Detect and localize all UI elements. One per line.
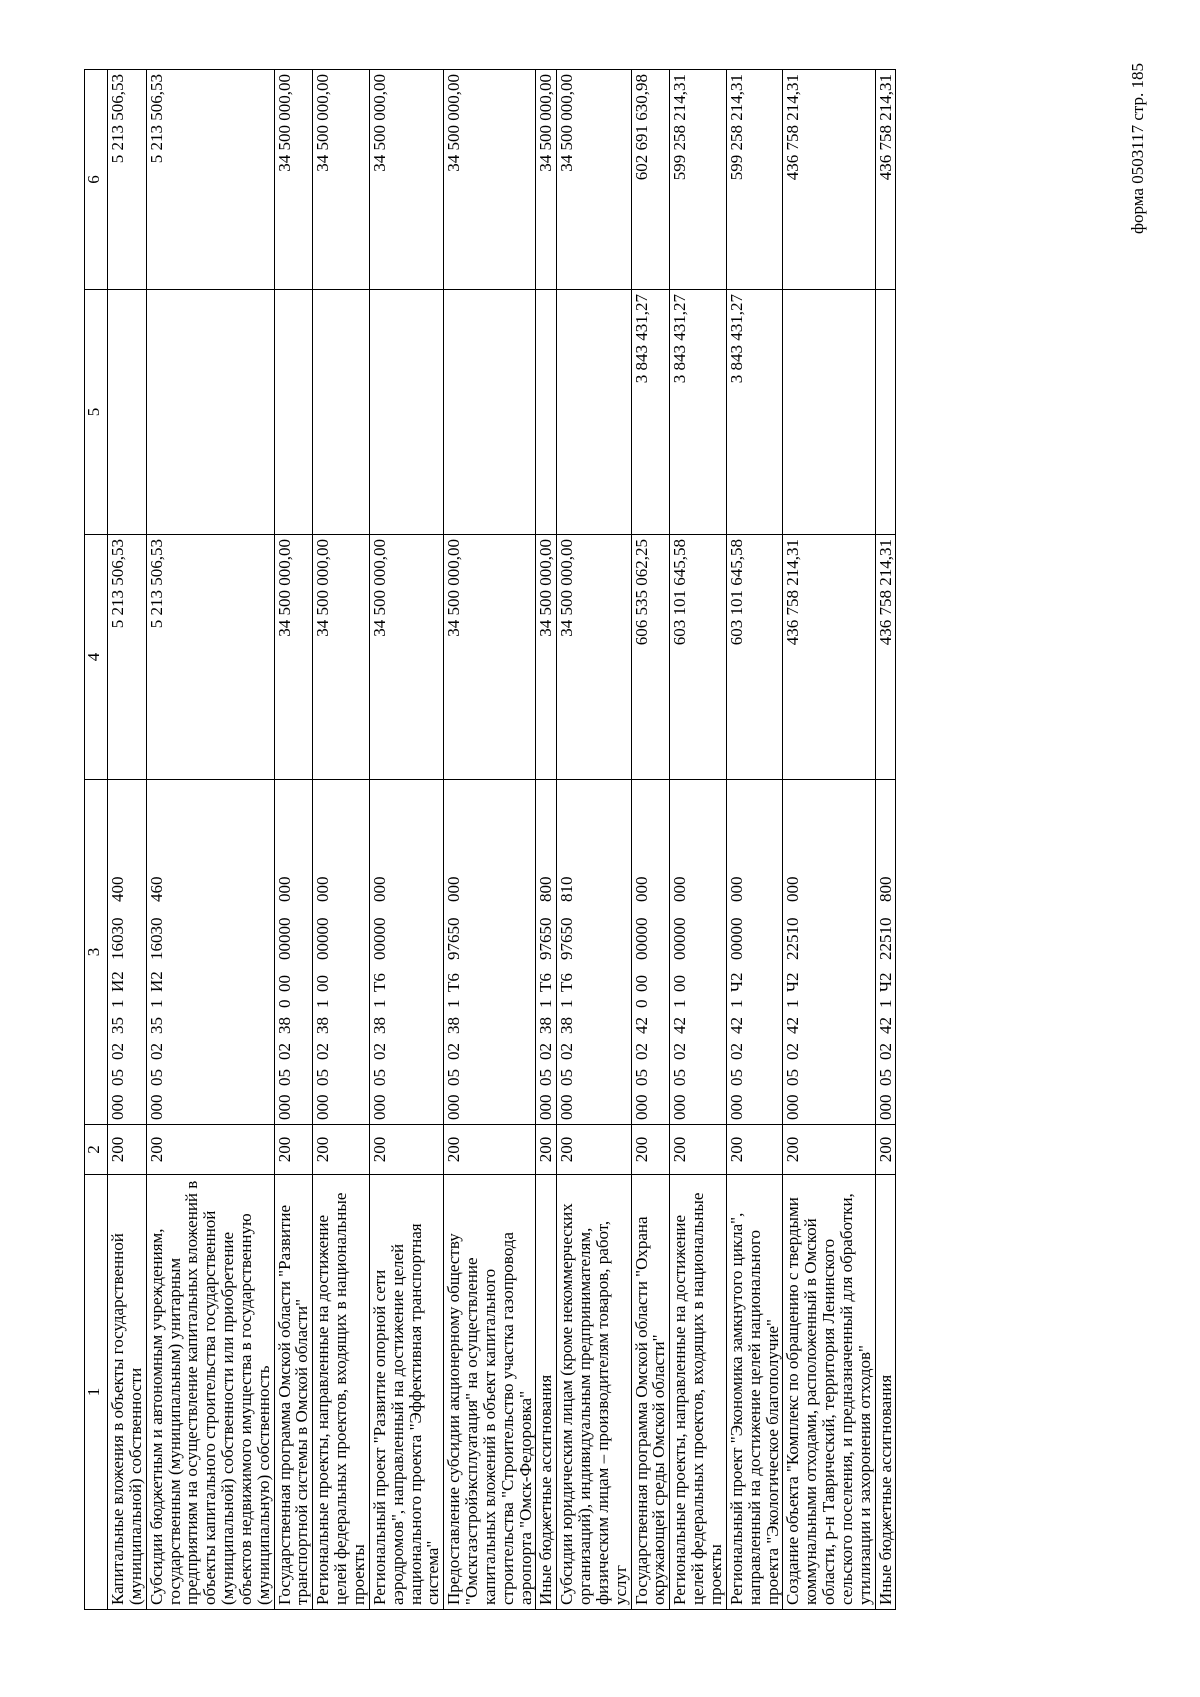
row-name: Государственная программа Омской области "Развитие транспортной системы в Омской области" — [274, 1175, 313, 1610]
budget-code-part: 38 — [557, 1017, 577, 1034]
row-approved-amount: 436 758 214,31 — [783, 535, 875, 780]
budget-code-part: 05 — [313, 1069, 333, 1086]
budget-code-part: 000 — [631, 876, 651, 902]
budget-code-part: 000 — [557, 1094, 577, 1120]
row-name: Капитальные вложения в объекты государственной (муниципальной) собственности — [108, 1175, 147, 1610]
budget-code-part: 38 — [536, 1017, 556, 1034]
budget-code-part: 00 — [313, 975, 333, 992]
table-row — [726, 70, 783, 1610]
budget-code-part: 02 — [146, 1043, 166, 1060]
table-body — [108, 70, 896, 1610]
budget-code-part: 02 — [369, 1043, 389, 1060]
budget-code-part: 000 — [783, 876, 803, 902]
row-approved-amount: 603 101 645,58 — [726, 535, 783, 780]
budget-code-part: 05 — [274, 1069, 294, 1086]
budget-code-part: 0 — [274, 999, 294, 1008]
row-executed-amount — [146, 290, 274, 535]
budget-code-part: 460 — [146, 876, 166, 902]
budget-code-part: 400 — [108, 876, 127, 902]
budget-code-part: 1 — [313, 999, 333, 1008]
budget-code-part: 02 — [444, 1043, 464, 1060]
table-row — [369, 70, 443, 1610]
budget-code-part: 000 — [146, 1094, 166, 1120]
budget-code-part: 000 — [536, 1094, 556, 1120]
budget-code-part: 02 — [783, 1043, 803, 1060]
budget-code-part: И2 — [108, 971, 127, 992]
budget-code-part: 1 — [783, 999, 803, 1008]
budget-code-part: 16030 — [146, 917, 166, 960]
budget-code-part: 05 — [875, 1069, 895, 1086]
table-row — [875, 70, 896, 1610]
row-budget-code — [670, 780, 727, 1125]
row-name: Субсидии бюджетным и автономным учреждениям, государственным (муниципальным) унитарным предприятиям на осуществление капитальных вложений в объекты капитального строительства государственной (муниципальной) собственности или приобретение объектов недвижимого имущества в государственную (муниципальную) собственность — [146, 1175, 274, 1610]
budget-code-part: Т6 — [369, 973, 389, 992]
budget-code-part: 1 — [146, 999, 166, 1008]
budget-code-part: 42 — [631, 1017, 651, 1034]
table-row — [274, 70, 313, 1610]
row-executed-amount: 3 843 431,27 — [670, 290, 727, 535]
budget-code-part: 35 — [108, 1017, 127, 1034]
budget-code-part: 00000 — [313, 917, 333, 960]
row-approved-amount: 606 535 062,25 — [631, 535, 670, 780]
row-remaining-amount: 602 691 630,98 — [631, 70, 670, 290]
row-approved-amount: 34 500 000,00 — [536, 535, 557, 780]
budget-code-part: 00000 — [726, 917, 746, 960]
budget-code-part: 000 — [108, 1094, 127, 1120]
budget-code-part: 02 — [631, 1043, 651, 1060]
row-line-code: 200 — [536, 1125, 557, 1175]
row-remaining-amount: 599 258 214,31 — [726, 70, 783, 290]
budget-code-part: 000 — [670, 1094, 690, 1120]
budget-code-part: Т6 — [557, 973, 577, 992]
row-approved-amount: 5 213 506,53 — [146, 535, 274, 780]
row-remaining-amount: 5 213 506,53 — [108, 70, 147, 290]
row-executed-amount — [444, 290, 536, 535]
row-line-code: 200 — [313, 1125, 370, 1175]
row-remaining-amount: 34 500 000,00 — [313, 70, 370, 290]
row-executed-amount — [313, 290, 370, 535]
table-row — [313, 70, 370, 1610]
budget-code-part: 05 — [444, 1069, 464, 1086]
column-header: 2 — [85, 1125, 108, 1175]
row-remaining-amount: 436 758 214,31 — [875, 70, 896, 290]
row-budget-code — [726, 780, 783, 1125]
budget-code-part: 00 — [274, 975, 294, 992]
row-executed-amount — [536, 290, 557, 535]
budget-code-part: 02 — [557, 1043, 577, 1060]
row-budget-code — [444, 780, 536, 1125]
budget-code-part: 00000 — [631, 917, 651, 960]
row-budget-code — [536, 780, 557, 1125]
row-remaining-amount: 599 258 214,31 — [670, 70, 727, 290]
column-header: 1 — [85, 1175, 108, 1610]
budget-code-part: 38 — [313, 1017, 333, 1034]
table-row — [631, 70, 670, 1610]
budget-code-part: 02 — [536, 1043, 556, 1060]
budget-code-part: 00000 — [274, 917, 294, 960]
row-line-code: 200 — [108, 1125, 147, 1175]
budget-code-part: 800 — [875, 876, 895, 902]
budget-code-part: 0 — [631, 999, 651, 1008]
budget-code-part: 05 — [536, 1069, 556, 1086]
table-row — [536, 70, 557, 1610]
budget-code-part: 02 — [726, 1043, 746, 1060]
budget-code-part: 02 — [875, 1043, 895, 1060]
row-remaining-amount: 34 500 000,00 — [536, 70, 557, 290]
budget-code-part: 000 — [274, 876, 294, 902]
row-budget-code — [875, 780, 896, 1125]
budget-code-part: 810 — [557, 876, 577, 902]
budget-code-part: 00000 — [369, 917, 389, 960]
budget-code-part: 1 — [444, 999, 464, 1008]
row-line-code: 200 — [444, 1125, 536, 1175]
row-budget-code — [631, 780, 670, 1125]
row-approved-amount: 436 758 214,31 — [875, 535, 896, 780]
row-approved-amount: 34 500 000,00 — [444, 535, 536, 780]
row-remaining-amount: 34 500 000,00 — [369, 70, 443, 290]
row-budget-code — [313, 780, 370, 1125]
row-approved-amount: 5 213 506,53 — [108, 535, 147, 780]
budget-code-part: 000 — [875, 1094, 895, 1120]
column-header: 5 — [85, 290, 108, 535]
row-budget-code — [146, 780, 274, 1125]
budget-code-part: 000 — [369, 876, 389, 902]
row-executed-amount — [274, 290, 313, 535]
budget-code-part: 1 — [726, 999, 746, 1008]
row-approved-amount: 34 500 000,00 — [313, 535, 370, 780]
budget-code-part: 1 — [875, 999, 895, 1008]
budget-code-part: 38 — [369, 1017, 389, 1034]
row-line-code: 200 — [670, 1125, 727, 1175]
row-budget-code — [369, 780, 443, 1125]
row-remaining-amount: 5 213 506,53 — [146, 70, 274, 290]
row-executed-amount: 3 843 431,27 — [726, 290, 783, 535]
row-remaining-amount: 34 500 000,00 — [557, 70, 631, 290]
row-approved-amount: 603 101 645,58 — [670, 535, 727, 780]
row-line-code: 200 — [274, 1125, 313, 1175]
budget-table — [84, 69, 896, 1610]
budget-code-part: 800 — [536, 876, 556, 902]
row-line-code: 200 — [369, 1125, 443, 1175]
rotated-landscape-content — [0, 45, 1200, 1630]
budget-code-part: Т6 — [444, 973, 464, 992]
budget-code-part: 000 — [726, 876, 746, 902]
budget-code-part: И2 — [146, 971, 166, 992]
budget-code-part: 1 — [670, 999, 690, 1008]
budget-code-part: 05 — [631, 1069, 651, 1086]
row-name: Создание объекта "Комплекс по обращению с твердыми коммунальными отходами, расположенный в Омской области, р-н Таврический, территория Ленинского сельского поселения, и предназначенный для обработки, утилизации и захоронения отходов" — [783, 1175, 875, 1610]
budget-code-part: 000 — [274, 1094, 294, 1120]
budget-code-part: 42 — [726, 1017, 746, 1034]
budget-code-part: 97650 — [536, 917, 556, 960]
budget-code-part: Ч2 — [875, 972, 895, 992]
row-line-code: 200 — [146, 1125, 274, 1175]
budget-code-part: 000 — [313, 1094, 333, 1120]
row-executed-amount — [557, 290, 631, 535]
table-row — [783, 70, 875, 1610]
row-approved-amount: 34 500 000,00 — [274, 535, 313, 780]
header-row — [85, 70, 108, 1610]
row-executed-amount — [369, 290, 443, 535]
row-budget-code — [274, 780, 313, 1125]
budget-code-part: 05 — [783, 1069, 803, 1086]
budget-code-part: 00 — [670, 975, 690, 992]
budget-code-part: 000 — [369, 1094, 389, 1120]
row-budget-code — [108, 780, 147, 1125]
budget-code-part: 42 — [783, 1017, 803, 1034]
row-approved-amount: 34 500 000,00 — [557, 535, 631, 780]
budget-code-part: 05 — [108, 1069, 127, 1086]
budget-code-part: 05 — [557, 1069, 577, 1086]
row-remaining-amount: 436 758 214,31 — [783, 70, 875, 290]
row-name: Региональный проект "Экономика замкнутого цикла", направленный на достижение целей национального проекта "Экологическое благополучие" — [726, 1175, 783, 1610]
budget-code-part: 000 — [726, 1094, 746, 1120]
budget-code-part: 42 — [670, 1017, 690, 1034]
budget-code-part: 00 — [631, 975, 651, 992]
row-executed-amount — [108, 290, 147, 535]
budget-code-part: 16030 — [108, 917, 127, 960]
row-remaining-amount: 34 500 000,00 — [274, 70, 313, 290]
row-line-code: 200 — [631, 1125, 670, 1175]
budget-code-part: 000 — [631, 1094, 651, 1120]
table-row — [146, 70, 274, 1610]
budget-code-part: 05 — [369, 1069, 389, 1086]
budget-code-part: 1 — [557, 999, 577, 1008]
table-row — [670, 70, 727, 1610]
column-header: 4 — [85, 535, 108, 780]
budget-code-part: 02 — [313, 1043, 333, 1060]
row-name: Иные бюджетные ассигнования — [536, 1175, 557, 1610]
budget-code-part: 1 — [369, 999, 389, 1008]
row-line-code: 200 — [557, 1125, 631, 1175]
budget-code-part: 02 — [274, 1043, 294, 1060]
column-header: 3 — [85, 780, 108, 1125]
row-name: Субсидии юридическим лицам (кроме некоммерческих организаций), индивидуальным предпринимателям, физическим лицам – производителям товаров, работ, услуг — [557, 1175, 631, 1610]
budget-code-part: 38 — [274, 1017, 294, 1034]
row-name: Предоставление субсидии акционерному обществу "Омскгазстройэксплуатация" на осуществление капитальных вложений в объект капитального строительства "Строительство участка газопровода аэропорта "Омск-Федоровка" — [444, 1175, 536, 1610]
budget-code-part: 00000 — [670, 917, 690, 960]
row-name: Государственная программа Омской области "Охрана окружающей среды Омской области" — [631, 1175, 670, 1610]
row-name: Региональные проекты, направленные на достижение целей федеральных проектов, входящих в национальные проекты — [313, 1175, 370, 1610]
budget-code-part: 1 — [108, 999, 127, 1008]
budget-code-part: 05 — [726, 1069, 746, 1086]
budget-code-part: 22510 — [783, 917, 803, 960]
budget-code-part: 38 — [444, 1017, 464, 1034]
row-budget-code — [557, 780, 631, 1125]
budget-code-part: Ч2 — [783, 972, 803, 992]
budget-code-part: 35 — [146, 1017, 166, 1034]
column-header: 6 — [85, 70, 108, 290]
budget-code-part: 97650 — [444, 917, 464, 960]
budget-code-part: 97650 — [557, 917, 577, 960]
row-line-code: 200 — [875, 1125, 896, 1175]
budget-code-part: 42 — [875, 1017, 895, 1034]
budget-code-part: 05 — [146, 1069, 166, 1086]
budget-code-part: Т6 — [536, 973, 556, 992]
row-executed-amount — [875, 290, 896, 535]
row-name: Региональный проект "Развитие опорной сети аэродромов", направленный на достижение целей национального проекта "Эффективная транспортная система" — [369, 1175, 443, 1610]
table-row — [108, 70, 147, 1610]
budget-code-part: 000 — [313, 876, 333, 902]
budget-code-part: 1 — [536, 999, 556, 1008]
budget-code-part: 05 — [670, 1069, 690, 1086]
budget-code-part: 000 — [670, 876, 690, 902]
budget-code-part: 02 — [108, 1043, 127, 1060]
row-name: Региональные проекты, направленные на достижение целей федеральных проектов, входящих в национальные проекты — [670, 1175, 727, 1610]
row-name: Иные бюджетные ассигнования — [875, 1175, 896, 1610]
row-line-code: 200 — [783, 1125, 875, 1175]
budget-code-part: 000 — [444, 1094, 464, 1120]
budget-code-part: Ч2 — [726, 972, 746, 992]
budget-code-part: 000 — [444, 876, 464, 902]
table-row — [444, 70, 536, 1610]
row-budget-code — [783, 780, 875, 1125]
budget-code-part: 22510 — [875, 917, 895, 960]
table-row — [557, 70, 631, 1610]
row-approved-amount: 34 500 000,00 — [369, 535, 443, 780]
row-executed-amount — [783, 290, 875, 535]
form-caption: форма 0503117 стр. 185 — [1128, 63, 1147, 234]
row-remaining-amount: 34 500 000,00 — [444, 70, 536, 290]
row-executed-amount: 3 843 431,27 — [631, 290, 670, 535]
budget-code-part: 02 — [670, 1043, 690, 1060]
budget-code-part: 000 — [783, 1094, 803, 1120]
row-line-code: 200 — [726, 1125, 783, 1175]
